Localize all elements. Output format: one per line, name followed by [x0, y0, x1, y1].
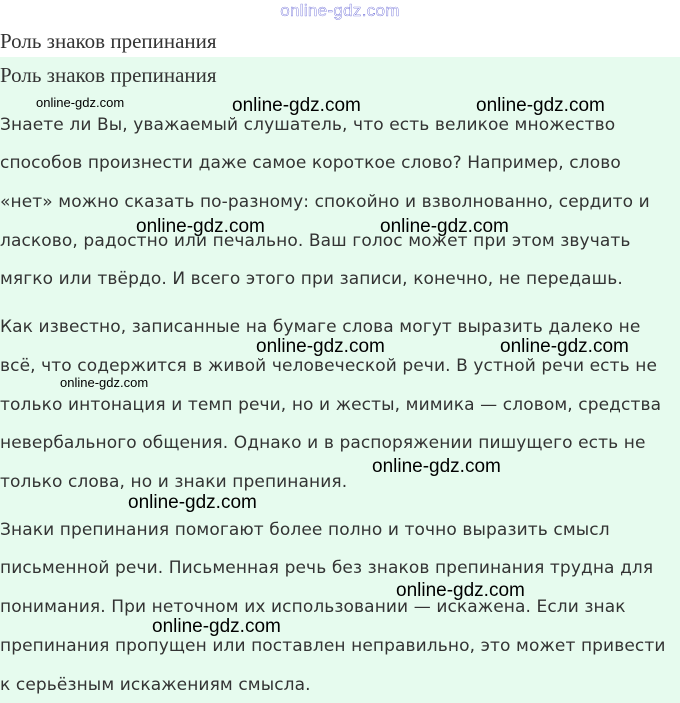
watermark: online-gdz.com — [152, 616, 281, 637]
page-title: Роль знаков препинания — [0, 29, 217, 53]
paragraph-3-line-5: к серьёзным искажениям смысла. — [0, 675, 311, 695]
watermark: online-gdz.com — [128, 492, 257, 513]
paragraph-3-line-2: письменной речи. Письменная речь без знаков препинания трудна для — [0, 558, 654, 578]
paragraph-1-line-2: способов произнести даже самое короткое слово? Например, слово — [0, 153, 621, 173]
watermark: online-gdz.com — [60, 375, 149, 390]
paragraph-2-line-4: невербального общения. Однако и в распоряжении пишущего есть не — [0, 433, 646, 453]
paragraph-1-line-4: ласково, радостно или печально. Ваш голос может при этом звучать — [0, 231, 631, 251]
paragraph-2-line-3: только интонация и темп речи, но и жесты, мимика — словом, средства — [0, 395, 662, 415]
watermark: online-gdz.com — [136, 216, 265, 237]
paragraph-2-line-5: только слова, но и знаки препинания. — [0, 472, 348, 492]
paragraph-1-line-5: мягко или твёрдо. И всего этого при записи, конечно, не передашь. — [0, 269, 623, 289]
paragraph-3-line-3: понимания. При неточном их использовании — искажена. Если знак — [0, 597, 626, 617]
paragraph-3-line-1: Знаки препинания помогают более полно и точно выразить смысл — [0, 520, 610, 540]
watermark: online-gdz.com — [476, 95, 605, 116]
paragraph-3-line-4: препинания пропущен или поставлен неправильно, это может привести — [0, 636, 666, 656]
watermark: online-gdz.com — [232, 95, 361, 116]
watermark: online-gdz.com — [500, 336, 629, 357]
watermark: online-gdz.com — [380, 216, 509, 237]
watermark: online-gdz.com — [396, 580, 525, 601]
paragraph-1-line-1: Знаете ли Вы, уважаемый слушатель, что есть великое множество — [0, 115, 616, 135]
paragraph-2-line-1: Как известно, записанные на бумаге слова могут выразить далеко не — [0, 317, 641, 337]
watermark: online-gdz.com — [372, 456, 501, 477]
section-title: Роль знаков препинания — [0, 63, 217, 87]
watermark: online-gdz.com — [256, 336, 385, 357]
paragraph-2-line-2: всё, что содержится в живой человеческой речи. В устной речи есть не — [0, 356, 657, 376]
top-watermark: online-gdz.com — [280, 1, 400, 20]
paragraph-1-line-3: «нет» можно сказать по-разному: спокойно и взволнованно, сердито и — [0, 192, 650, 212]
watermark: online-gdz.com — [36, 95, 125, 110]
